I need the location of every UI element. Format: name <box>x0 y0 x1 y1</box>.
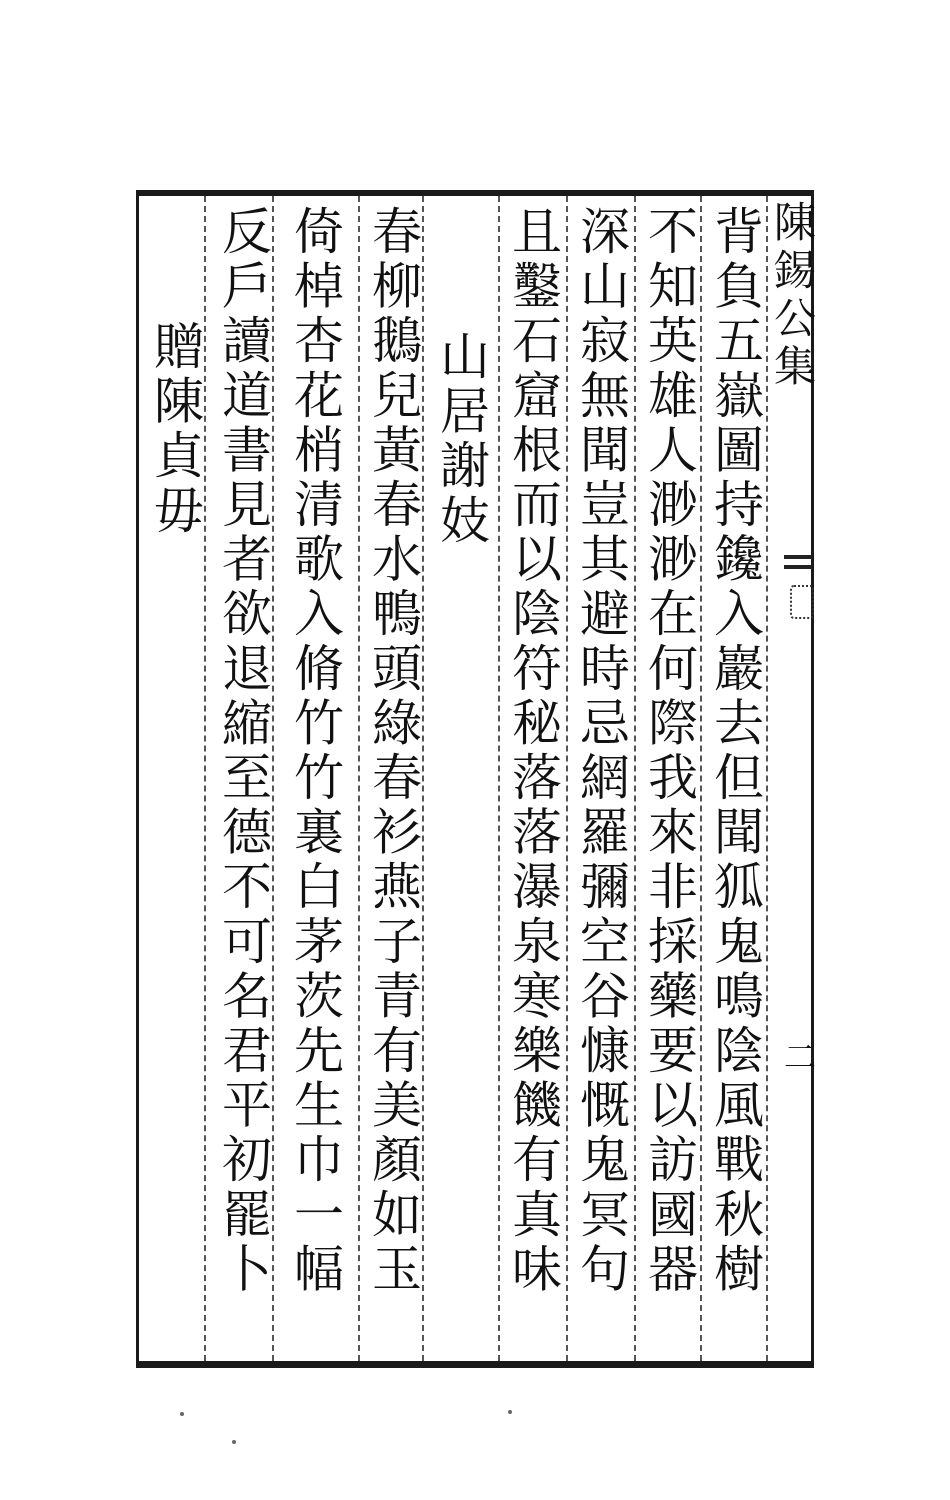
text-column-6: 倚棹杏花梢清歌入脩竹竹裏白茅茨先生巾一幅 <box>286 205 344 1297</box>
ink-speck <box>232 1440 236 1444</box>
poem-title-zeng-chen-zhenmu: 贈陳貞毋 <box>146 320 204 539</box>
text-column-2: 不知英雄人渺渺在何際我來非採藥要以訪國器 <box>640 205 698 1297</box>
column-rule <box>498 196 500 1361</box>
column-rule <box>358 196 360 1361</box>
book-title-label: 陳錫公集 <box>768 200 817 392</box>
column-rule <box>566 196 568 1361</box>
ink-speck <box>508 1410 512 1414</box>
text-column-4: 且鑿石窟根而以陰符秘落落瀑泉寒樂饑有真味 <box>504 205 562 1297</box>
column-rule <box>700 196 702 1361</box>
ink-speck <box>180 1412 184 1416</box>
fishtail-mark <box>780 545 814 645</box>
text-column-5: 春柳鵝兒黃春水鴨頭綠春衫燕子青有美顏如玉 <box>364 205 422 1297</box>
text-column-1: 背負五嶽圖持鑱入巖去但聞狐鬼鳴陰風戰秋樹 <box>706 205 764 1297</box>
text-column-7: 反戶讀道書見者欲退縮至德不可名君平初罷卜 <box>214 205 272 1297</box>
poem-title-shanju-xieji: 山居謝妓 <box>432 330 490 549</box>
column-rule <box>634 196 636 1361</box>
page-number: 二 <box>779 1040 817 1072</box>
text-column-3: 深山寂無聞豈其避時忌網羅彌空谷慷慨鬼冥句 <box>572 205 630 1297</box>
